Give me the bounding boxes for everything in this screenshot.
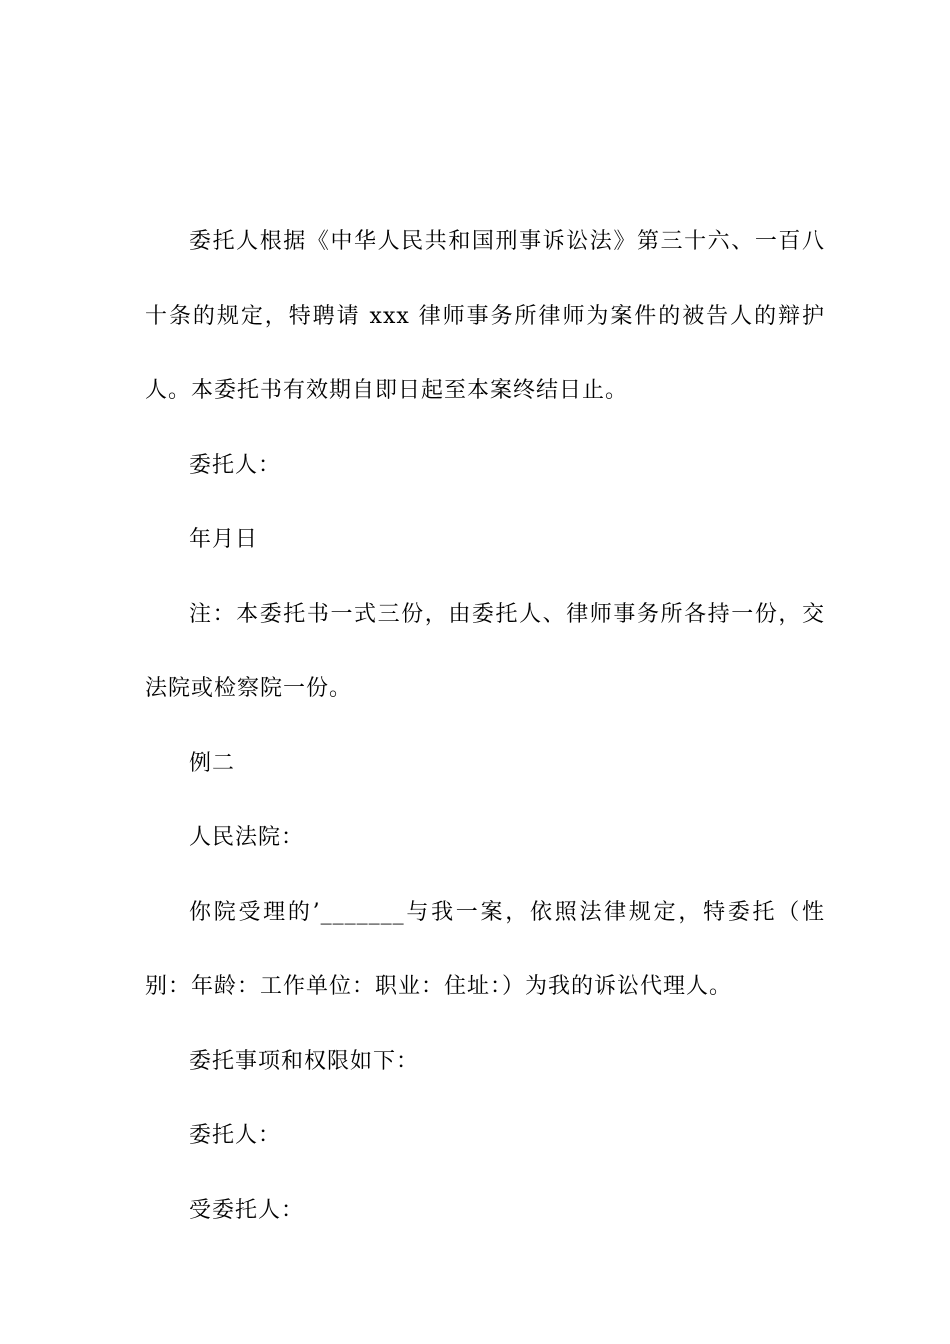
section-heading-example-two: 例二: [189, 750, 236, 776]
document-body: [145, 205, 825, 1248]
paragraph-principal-signature: 委托人：: [189, 452, 282, 478]
paragraph-entrustment-body: 你院受理的’_______与我一案，依照法律规定，特委托（性别：年龄：工作单位：职业：住址：）为我的诉讼代理人。: [145, 899, 825, 999]
paragraph-scope-of-authority: 委托事项和权限如下：: [189, 1048, 420, 1074]
paragraph-principal-signature-2: 委托人：: [189, 1123, 282, 1148]
paragraph-delegation-clause: 委托人根据《中华人民共和国刑事诉讼法》第三十六、一百八十条的规定，特聘请 xxx 律师事务所律师为案件的被告人的辩护人。本委托书有效期自即日起至本案终结日止。: [145, 229, 825, 403]
paragraph-agent-signature: 受委托人：: [189, 1197, 305, 1223]
paragraph-court-addressee: 人民法院：: [189, 825, 305, 850]
paragraph-note: 注：本委托书一式三份，由委托人、律师事务所各持一份，交法院或检察院一份。: [145, 601, 825, 701]
paragraph-date: 年月日: [189, 527, 259, 552]
